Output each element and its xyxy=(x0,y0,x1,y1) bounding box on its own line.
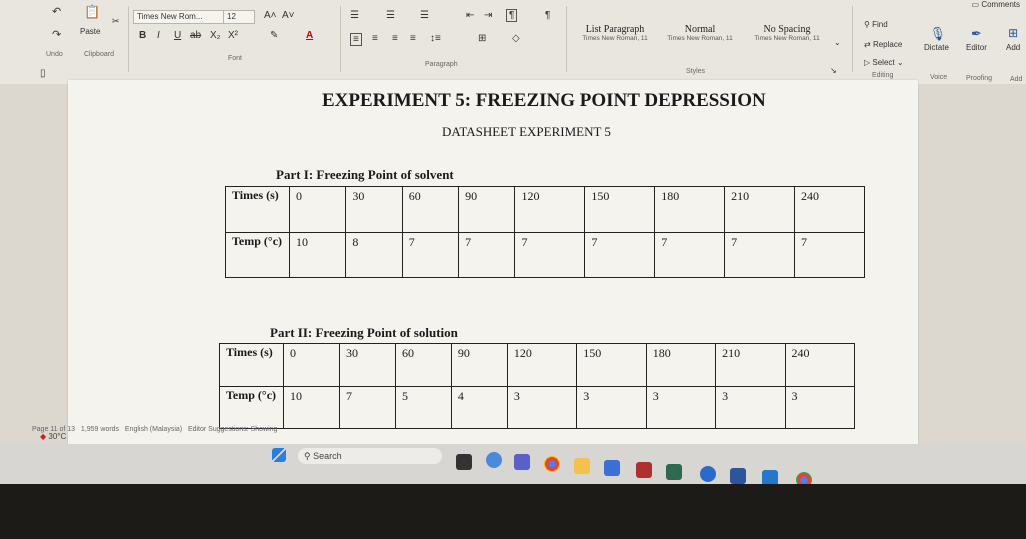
align-right-icon[interactable]: ≡ xyxy=(392,33,398,44)
separator xyxy=(566,6,567,72)
file-explorer-icon[interactable] xyxy=(574,458,590,474)
underline-button[interactable]: U xyxy=(174,30,182,41)
align-left-icon[interactable]: ≡ xyxy=(350,33,362,46)
borders-icon[interactable]: ⊞ xyxy=(478,33,487,44)
dictate-button[interactable]: 🎙 Dictate xyxy=(924,26,949,52)
subscript-button[interactable]: X₂ xyxy=(210,30,221,41)
table-cell: 5 xyxy=(395,386,451,429)
datasheet-subtitle: DATASHEET EXPERIMENT 5 xyxy=(442,124,611,139)
grow-font-icon[interactable]: A˄ xyxy=(264,10,277,21)
bullets-icon[interactable]: ☰ xyxy=(350,10,359,21)
start-icon[interactable] xyxy=(272,448,286,462)
weather-temp: 30°C xyxy=(48,432,67,441)
table-cell: 150 xyxy=(585,187,655,233)
table-cell: 3 xyxy=(785,386,855,429)
multilevel-list-icon[interactable]: ☰ xyxy=(420,10,429,21)
table-cell: 7 xyxy=(459,232,515,278)
table-cell: 60 xyxy=(395,344,451,387)
nav-pane-icon[interactable]: ▯ xyxy=(40,68,46,79)
row-header-times: Times (s) xyxy=(220,344,284,387)
chrome-icon[interactable] xyxy=(544,456,560,472)
editor-pen-icon: ✒ xyxy=(971,26,982,41)
search-icon: ⚲ xyxy=(864,20,873,29)
justify-icon[interactable]: ≡ xyxy=(410,33,416,44)
table-cell: 120 xyxy=(515,187,585,233)
increase-indent-icon[interactable]: ⇥ xyxy=(484,10,493,21)
table-cell: 240 xyxy=(785,344,855,387)
row-header-times: Times (s) xyxy=(226,187,290,233)
table-cell: 3 xyxy=(646,386,715,429)
table-cell: 7 xyxy=(402,232,458,278)
font-name-select[interactable]: Times New Rom... xyxy=(133,10,227,24)
superscript-button[interactable]: X² xyxy=(228,30,238,41)
align-center-icon[interactable]: ≡ xyxy=(372,33,378,44)
table-cell: 8 xyxy=(346,232,402,278)
table-cell: 90 xyxy=(459,187,515,233)
table-cell: 90 xyxy=(451,344,507,387)
paste-button[interactable]: Paste xyxy=(80,27,101,36)
table-cell: 7 xyxy=(515,232,585,278)
add-ins-button[interactable]: ⊞ Add xyxy=(1006,26,1021,52)
style-no-spacing[interactable]: No Spacing Times New Roman, 11 xyxy=(754,24,820,42)
font-size-select[interactable]: 12 xyxy=(223,10,255,24)
part2-heading: Part II: Freezing Point of solution xyxy=(270,325,458,340)
add-group-label: Add xyxy=(1010,76,1023,83)
table-cell: 60 xyxy=(402,187,458,233)
table-cell: 0 xyxy=(290,187,346,233)
table-cell: 30 xyxy=(346,187,402,233)
table-cell: 180 xyxy=(646,344,715,387)
style-list-paragraph[interactable]: List Paragraph Times New Roman, 11 xyxy=(582,24,648,42)
styles-more-icon[interactable]: ⌄ xyxy=(834,38,841,47)
table-cell: 7 xyxy=(585,232,655,278)
app-icon[interactable] xyxy=(700,466,716,482)
bold-button[interactable]: B xyxy=(139,30,147,41)
page-info[interactable]: Page 11 of 13 xyxy=(32,426,76,433)
solvent-data-table xyxy=(225,186,865,278)
table-cell: 3 xyxy=(507,386,576,429)
style-normal[interactable]: Normal Times New Roman, 11 xyxy=(667,24,733,42)
word-icon[interactable] xyxy=(730,468,746,484)
cut-icon[interactable]: ✂ xyxy=(112,16,120,26)
editor-suggestions-status[interactable]: Editor Suggestions: Showing xyxy=(187,426,278,433)
styles-dialog-launcher-icon[interactable]: ↘ xyxy=(830,66,837,75)
table-cell: 30 xyxy=(339,344,395,387)
table-row xyxy=(220,386,855,429)
strikethrough-button[interactable]: ab xyxy=(190,30,202,41)
font-group-label: Font xyxy=(228,55,243,62)
table-cell: 10 xyxy=(290,232,346,278)
voice-group-label: Voice xyxy=(930,74,948,81)
replace-icon: ⇄ xyxy=(864,40,873,49)
separator xyxy=(852,6,853,72)
table-row xyxy=(220,344,855,387)
styles-group-label: Styles xyxy=(686,68,706,75)
shading-icon[interactable]: ◇ xyxy=(512,33,520,44)
cursor-icon: ▷ xyxy=(864,58,873,67)
table-cell: 7 xyxy=(795,232,865,278)
shrink-font-icon[interactable]: A˅ xyxy=(282,10,295,21)
clipboard-group-label: Clipboard xyxy=(84,51,114,58)
undo-group-label: Undo xyxy=(46,51,63,58)
teams-icon[interactable] xyxy=(514,454,530,470)
proofing-group-label: Proofing xyxy=(966,75,993,82)
part1-heading: Part I: Freezing Point of solvent xyxy=(276,167,454,182)
weather-icon: ◆ xyxy=(40,432,47,441)
task-view-icon[interactable] xyxy=(456,454,472,470)
row-header-temp: Temp (°c) xyxy=(220,386,284,429)
redo-icon[interactable]: ↷ xyxy=(52,29,62,41)
ribbon xyxy=(0,0,1026,84)
table-cell: 3 xyxy=(716,386,785,429)
select-button[interactable]: ▷ Select ⌄ xyxy=(864,58,904,67)
table-cell: 7 xyxy=(655,232,725,278)
separator xyxy=(128,6,129,72)
comment-icon: ▭ xyxy=(971,0,982,9)
table-cell: 210 xyxy=(725,187,795,233)
search-icon: ⚲ xyxy=(304,451,314,461)
find-button[interactable]: ⚲ Find xyxy=(864,20,888,29)
page-title: EXPERIMENT 5: FREEZING POINT DEPRESSION xyxy=(322,90,766,111)
microphone-icon: 🎙 xyxy=(929,26,946,41)
table-cell: 240 xyxy=(795,187,865,233)
taskbar-search-box[interactable]: ⚲ Search xyxy=(298,448,442,464)
taskbar xyxy=(0,444,1026,484)
table-row xyxy=(226,232,865,278)
table-cell: 7 xyxy=(339,386,395,429)
italic-button[interactable]: I xyxy=(157,30,160,41)
row-header-temp: Temp (°c) xyxy=(226,232,290,278)
table-cell: 7 xyxy=(725,232,795,278)
comments-button[interactable]: ▭ Comments xyxy=(971,0,1020,9)
table-cell: 4 xyxy=(451,386,507,429)
separator xyxy=(340,6,341,72)
editor-button[interactable]: ✒ Editor xyxy=(966,26,987,52)
decrease-indent-icon[interactable]: ⇤ xyxy=(466,10,475,21)
app-icon[interactable] xyxy=(636,462,652,478)
table-cell: 180 xyxy=(655,187,725,233)
paste-icon[interactable]: 📋 xyxy=(84,4,101,19)
table-cell: 3 xyxy=(577,386,646,429)
show-formatting-icon[interactable]: ¶ xyxy=(506,9,517,22)
app-icon[interactable] xyxy=(666,464,682,480)
paragraph-group-label: Paragraph xyxy=(425,61,458,68)
table-cell: 120 xyxy=(507,344,576,387)
widgets-icon[interactable] xyxy=(486,452,502,468)
language-indicator[interactable]: English (Malaysia) xyxy=(124,426,183,433)
weather-widget[interactable] xyxy=(40,432,66,441)
monitor-bezel xyxy=(0,484,1026,539)
store-icon[interactable] xyxy=(604,460,620,476)
table-cell: 150 xyxy=(577,344,646,387)
font-color-icon[interactable]: A xyxy=(306,30,314,41)
replace-button[interactable]: ⇄ Replace xyxy=(864,40,903,49)
add-ins-icon: ⊞ xyxy=(1008,26,1019,40)
paragraph-mark-icon[interactable]: ¶ xyxy=(545,10,551,21)
highlight-icon[interactable]: ✎ xyxy=(270,30,279,41)
numbering-icon[interactable]: ☰ xyxy=(386,10,395,21)
table-cell: 0 xyxy=(284,344,340,387)
undo-icon[interactable]: ↶ xyxy=(52,6,62,18)
table-row xyxy=(226,187,865,233)
line-spacing-icon[interactable]: ↕≡ xyxy=(430,33,441,44)
table-cell: 10 xyxy=(284,386,340,429)
table-cell: 210 xyxy=(716,344,785,387)
status-line xyxy=(32,426,277,433)
word-count[interactable]: 1,959 words xyxy=(80,426,120,433)
editing-group-label: Editing xyxy=(872,72,894,79)
solution-data-table xyxy=(219,343,855,429)
